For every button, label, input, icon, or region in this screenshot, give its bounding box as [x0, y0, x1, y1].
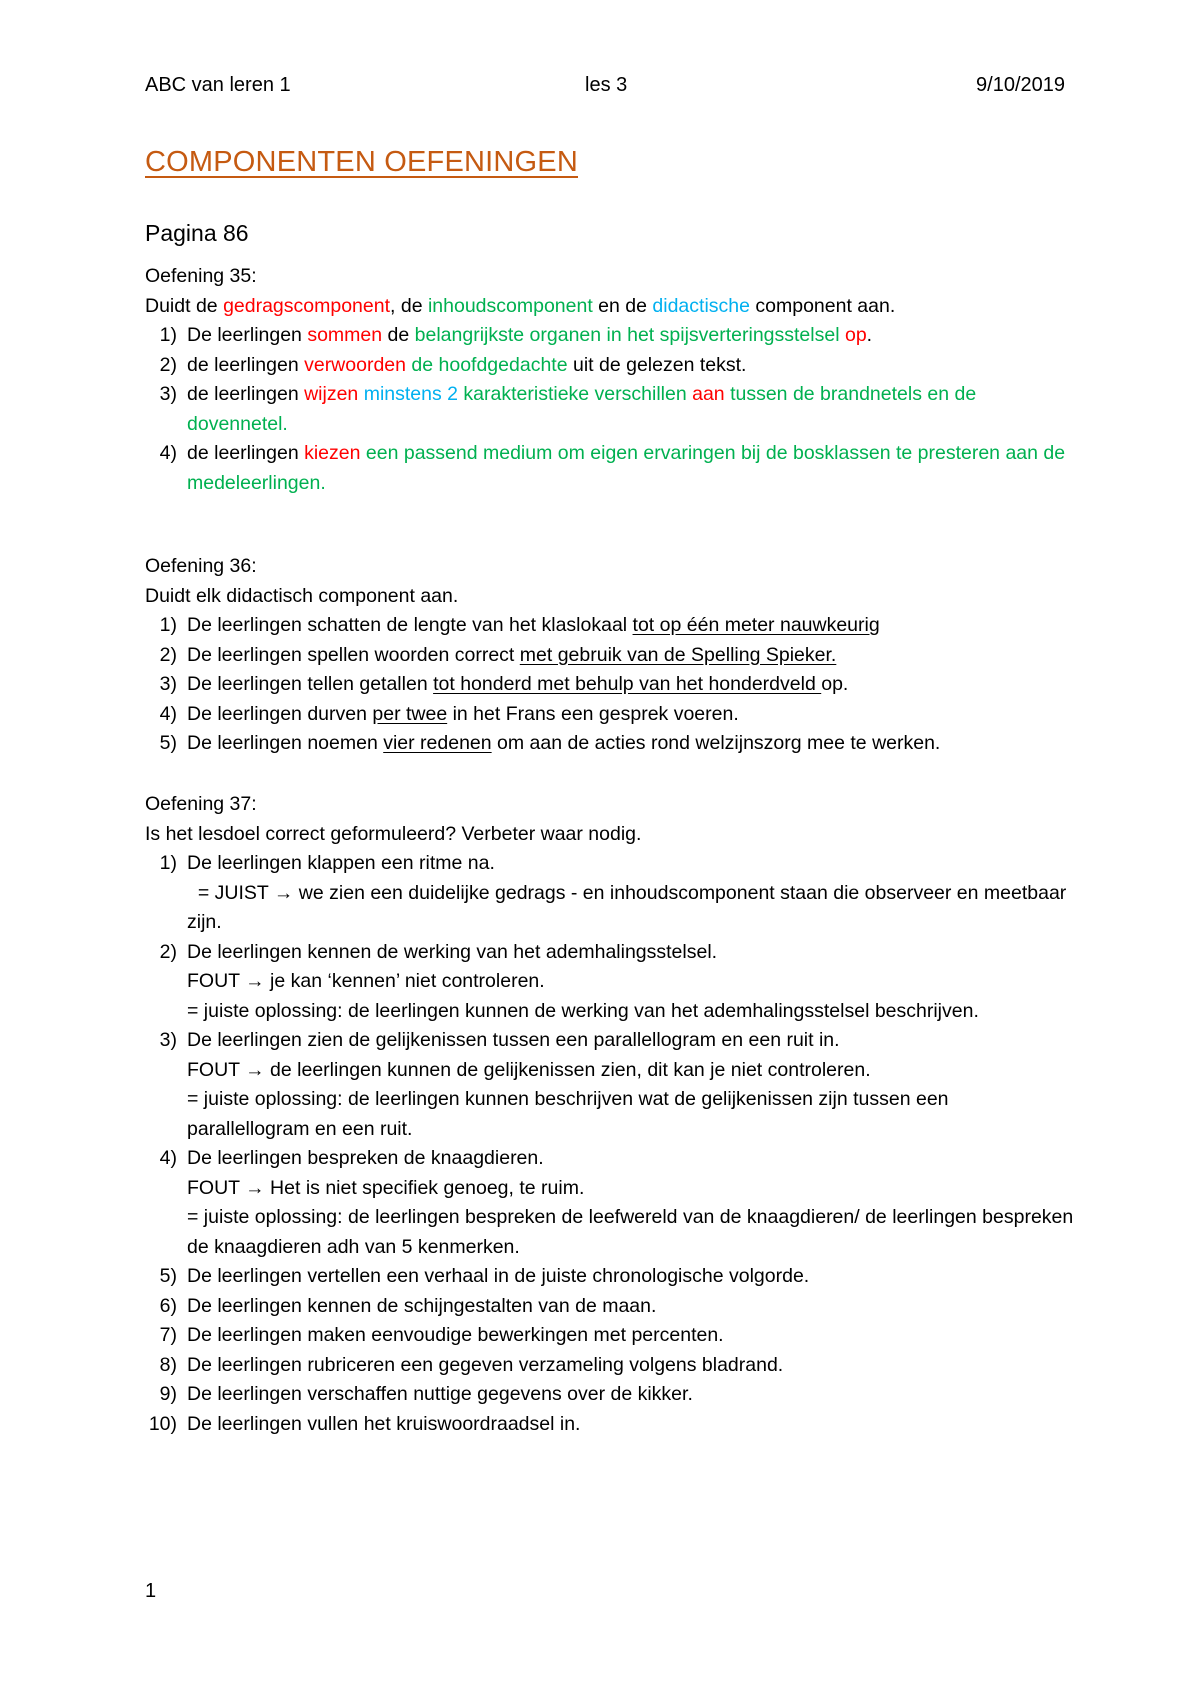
header-date: 9/10/2019: [976, 74, 1065, 96]
exercise-list: [145, 321, 1075, 498]
exercise-heading: Oefening 37:: [145, 793, 257, 815]
exercise-list: [145, 849, 1075, 1439]
header-lesson: les 3: [585, 74, 628, 96]
list-item: 4) de leerlingen kiezen een passend medium om eigen ervaringen bij de bosklassen te presteren aan de medeleerlingen.: [159, 442, 1066, 494]
list-item: 10) De leerlingen vullen het kruiswoordraadsel in.: [148, 1412, 581, 1435]
list-item: 5) De leerlingen noemen vier redenen om aan de acties rond welzijnszorg mee te werken.: [159, 732, 941, 754]
header-course: ABC van leren 1: [145, 74, 291, 96]
list-item: 3) De leerlingen zien de gelijkenissen tussen een parallellogram en een ruit in. FOUT → de leerlingen kunnen de gelijkenissen zien, dit kan je niet controleren. = juiste oplossing: de leerlingen kunnen beschrijven wat de gelijkenissen zijn tussen een parallellogram en een ruit.: [159, 1029, 949, 1140]
exercise-intro: Duidt de gedragscomponent, de inhoudscomponent en de didactische component aan.: [145, 294, 896, 317]
exercise-intro: Is het lesdoel correct geformuleerd? Verbeter waar nodig.: [145, 822, 642, 845]
list-item: 9) De leerlingen verschaffen nuttige gegevens over de kikker.: [159, 1383, 693, 1405]
exercise-intro: Duidt elk didactisch component aan.: [145, 584, 459, 607]
list-item: 2) De leerlingen spellen woorden correct met gebruik van de Spelling Spieker.: [159, 643, 837, 666]
page-number: 1: [145, 1580, 157, 1602]
list-item: 1) De leerlingen sommen de belangrijkste organen in het spijsverteringsstelsel op.: [159, 324, 873, 346]
list-item: 1) De leerlingen schatten de lengte van het klaslokaal tot op één meter nauwkeurig: [159, 614, 880, 636]
list-item: 5) De leerlingen vertellen een verhaal in de juiste chronologische volgorde.: [159, 1265, 810, 1287]
page-title: COMPONENTEN OEFENINGEN: [145, 146, 578, 178]
exercise-heading: Oefening 35:: [145, 265, 257, 287]
list-item: 2) De leerlingen kennen de werking van het ademhalingsstelsel. FOUT → je kan ‘kennen’ niet controleren. = juiste oplossing: de leerlingen kunnen de werking van het ademhalingsstelsel beschrijven.: [159, 940, 979, 1022]
page-reference: Pagina 86: [145, 220, 249, 246]
list-item: 8) De leerlingen rubriceren een gegeven verzameling volgens bladrand.: [159, 1353, 784, 1376]
page-header: [145, 74, 1065, 104]
list-item: 4) De leerlingen durven per twee in het Frans een gesprek voeren.: [159, 702, 739, 725]
exercise-36: [145, 552, 1075, 759]
list-item: 3) De leerlingen tellen getallen tot honderd met behulp van het honderdveld op.: [159, 673, 849, 695]
exercise-heading: Oefening 36:: [145, 555, 257, 577]
list-item: 3) de leerlingen wijzen minstens 2 karakteristieke verschillen aan tussen de brandnetels en de dovennetel.: [159, 383, 977, 435]
list-item: 2) de leerlingen verwoorden de hoofdgedachte uit de gelezen tekst.: [159, 353, 747, 376]
list-item: 6) De leerlingen kennen de schijngestalten van de maan.: [159, 1294, 657, 1317]
exercise-37: [145, 790, 1075, 1439]
list-item: 7) De leerlingen maken eenvoudige bewerkingen met percenten.: [159, 1324, 724, 1346]
exercise-35: [145, 262, 1075, 498]
list-item: 4) De leerlingen bespreken de knaagdieren. FOUT → Het is niet specifiek genoeg, te ruim. = juiste oplossing: de leerlingen bespreken de leefwereld van de knaagdieren/ de leerlingen bespreken de knaagdieren adh van 5 kenmerken.: [159, 1147, 1074, 1258]
list-item: 1) De leerlingen klappen een ritme na. = JUIST → we zien een duidelijke gedrags - en inhoudscomponent staan die observeer en meetbaar zijn.: [159, 852, 1072, 933]
exercise-list: [145, 611, 1075, 759]
